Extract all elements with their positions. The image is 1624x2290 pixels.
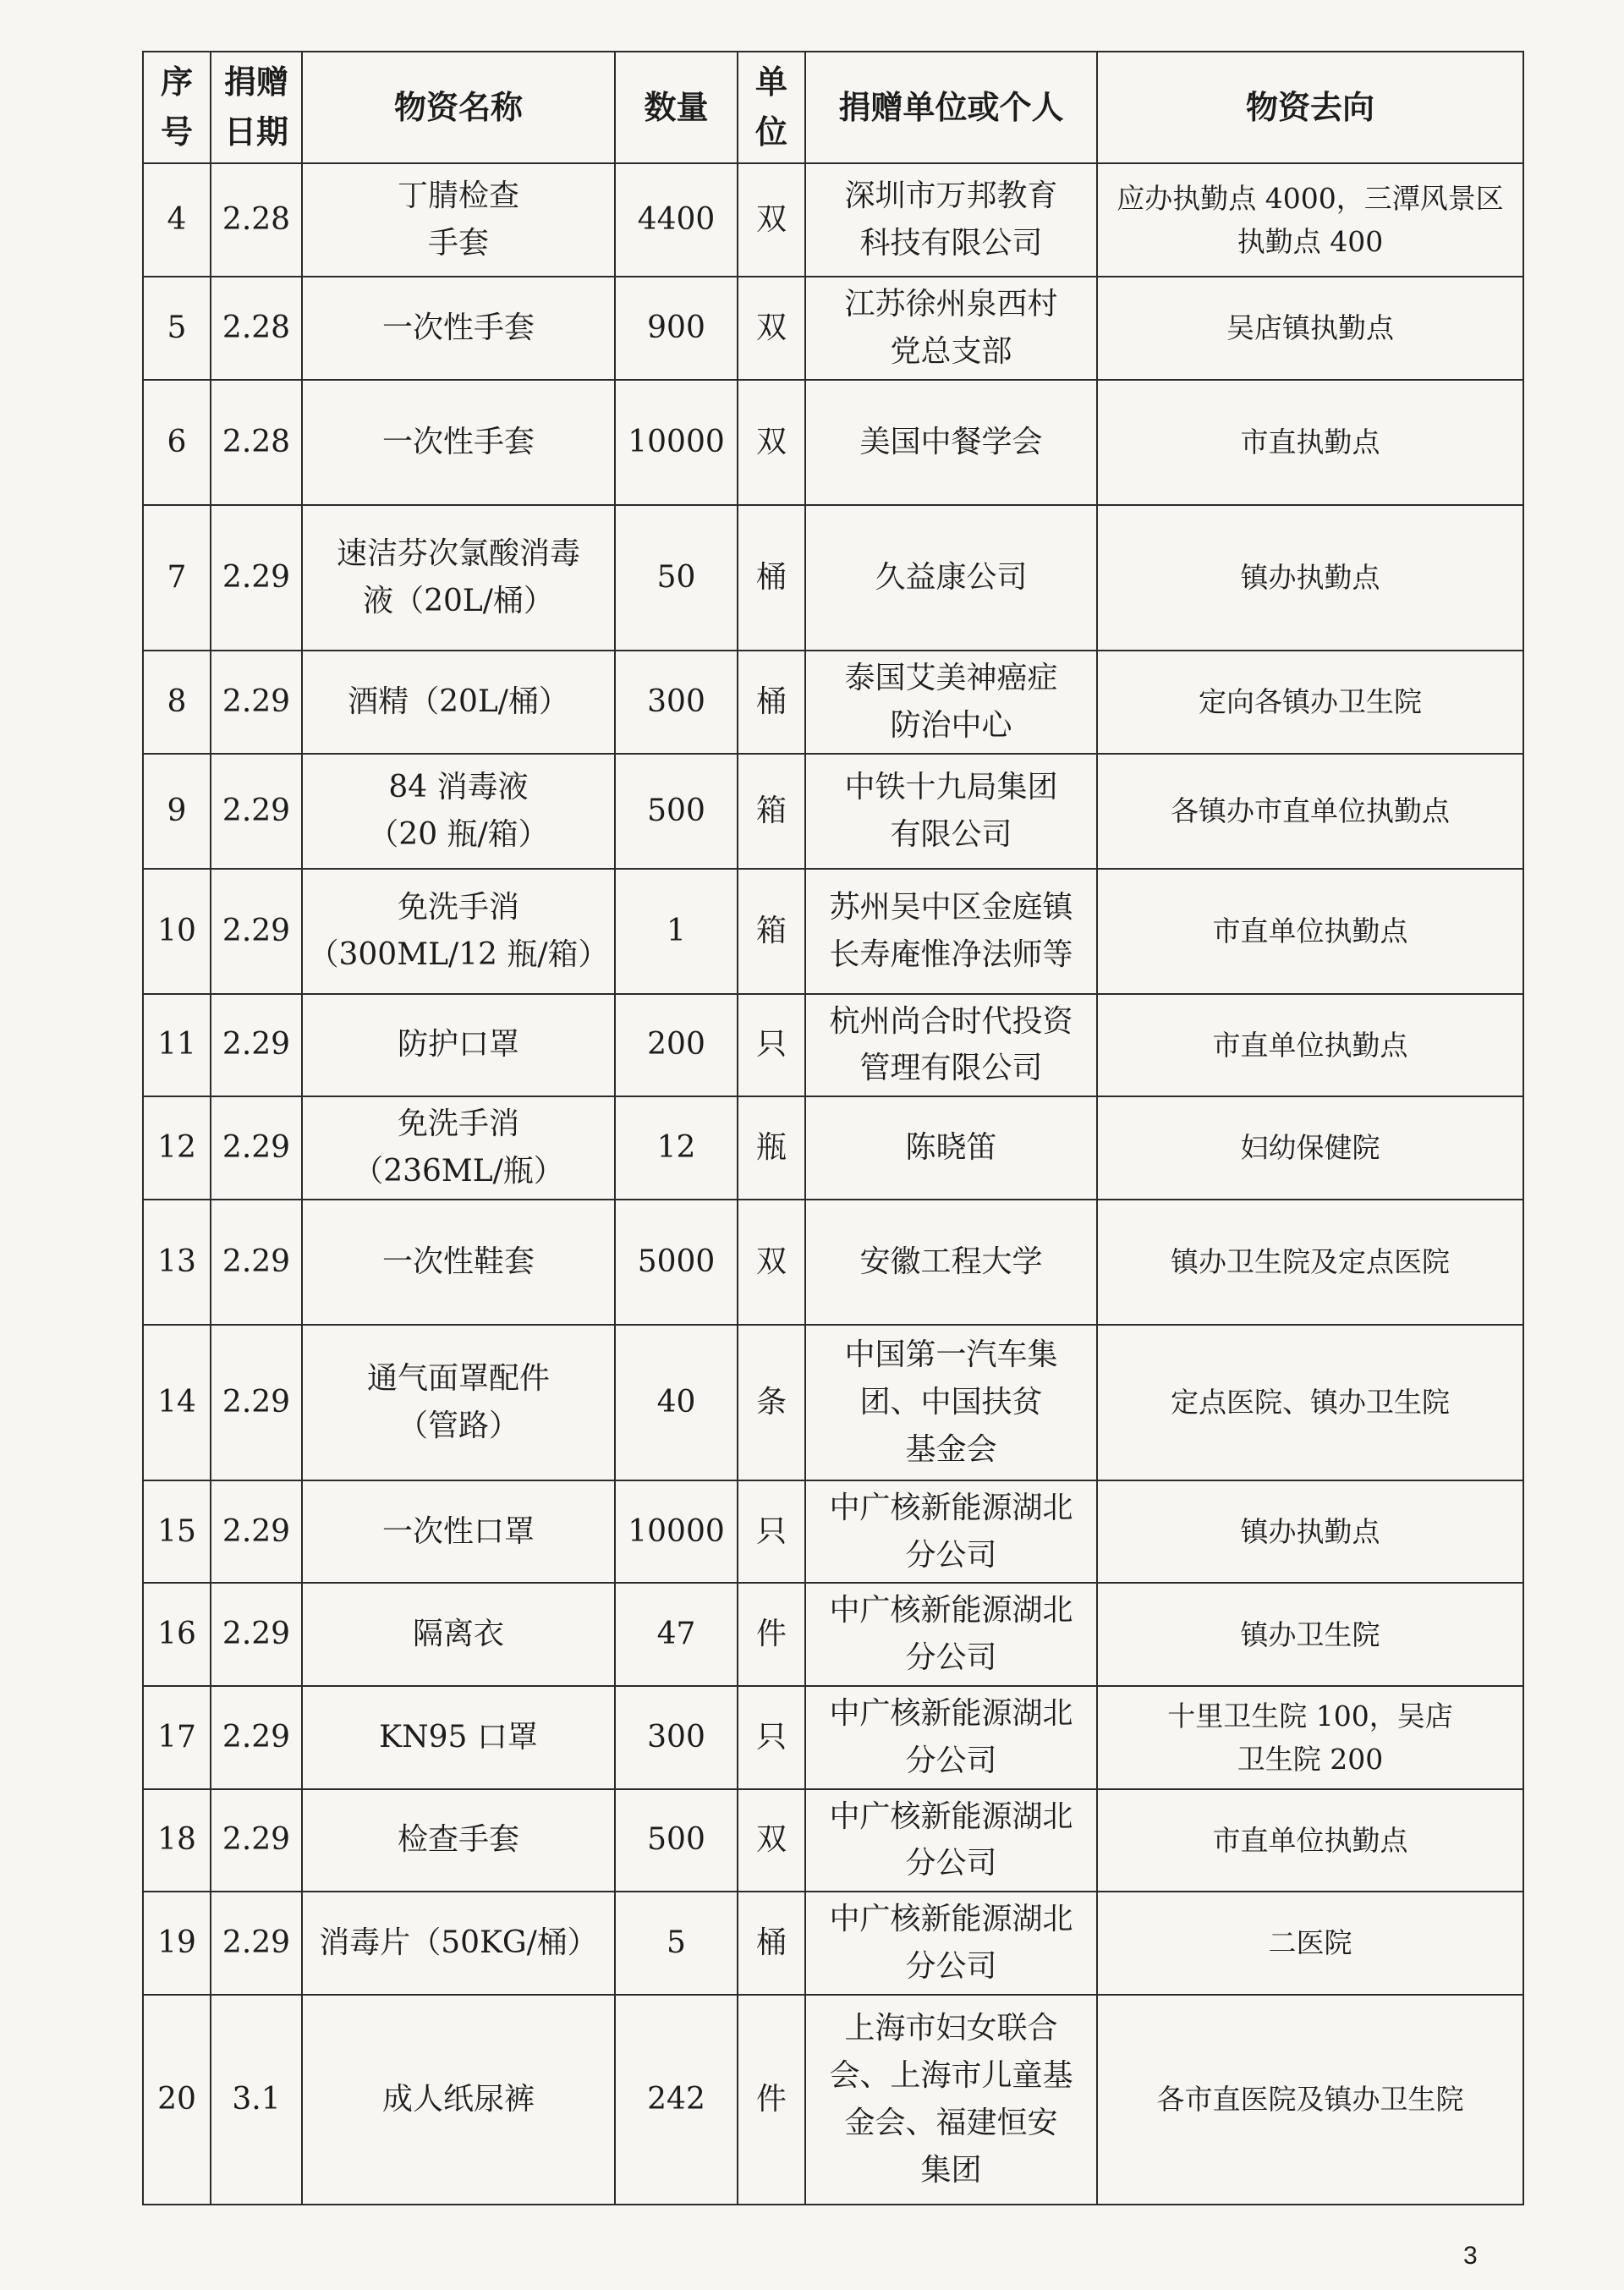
cell-item: 通气面罩配件 （管路） <box>302 1325 615 1480</box>
cell-donor: 中广核新能源湖北 分公司 <box>805 1686 1097 1789</box>
cell-item: 一次性鞋套 <box>302 1200 615 1325</box>
cell-no: 20 <box>143 1995 211 2205</box>
cell-unit: 件 <box>738 1583 805 1686</box>
cell-unit: 箱 <box>738 754 805 869</box>
cell-donor: 上海市妇女联合 会、上海市儿童基 金会、福建恒安 集团 <box>805 1995 1097 2205</box>
cell-date: 2.28 <box>211 277 302 380</box>
table-row <box>143 163 1523 277</box>
header-dest: 物资去向 <box>1097 52 1523 163</box>
cell-donor: 美国中餐学会 <box>805 380 1097 505</box>
table-row <box>143 1096 1523 1200</box>
header-qty: 数量 <box>615 52 738 163</box>
cell-date: 2.29 <box>211 1583 302 1686</box>
cell-unit: 只 <box>738 1480 805 1584</box>
cell-qty: 200 <box>615 994 738 1097</box>
table-row <box>143 277 1523 380</box>
cell-dest: 应办执勤点 4000，三潭风景区 执勤点 400 <box>1097 163 1523 277</box>
cell-no: 16 <box>143 1583 211 1686</box>
cell-no: 8 <box>143 651 211 754</box>
header-no: 序 号 <box>143 52 211 163</box>
cell-donor: 江苏徐州泉西村 党总支部 <box>805 277 1097 380</box>
cell-dest: 定点医院、镇办卫生院 <box>1097 1325 1523 1480</box>
cell-unit: 双 <box>738 163 805 277</box>
cell-qty: 5000 <box>615 1200 738 1325</box>
cell-unit: 瓶 <box>738 1096 805 1200</box>
cell-dest: 镇办执勤点 <box>1097 505 1523 651</box>
cell-unit: 双 <box>738 380 805 505</box>
cell-item: 84 消毒液 （20 瓶/箱） <box>302 754 615 869</box>
cell-item: 速洁芬次氯酸消毒 液（20L/桶） <box>302 505 615 651</box>
cell-dest: 市直单位执勤点 <box>1097 994 1523 1097</box>
cell-date: 2.29 <box>211 1200 302 1325</box>
cell-dest: 镇办执勤点 <box>1097 1480 1523 1584</box>
cell-unit: 条 <box>738 1325 805 1480</box>
cell-item: 检查手套 <box>302 1789 615 1892</box>
cell-no: 19 <box>143 1892 211 1995</box>
cell-item: 一次性口罩 <box>302 1480 615 1584</box>
cell-date: 2.29 <box>211 994 302 1097</box>
table-row <box>143 994 1523 1097</box>
cell-donor: 安徽工程大学 <box>805 1200 1097 1325</box>
table-row <box>143 1583 1523 1686</box>
cell-item: 防护口罩 <box>302 994 615 1097</box>
cell-qty: 242 <box>615 1995 738 2205</box>
cell-dest: 镇办卫生院及定点医院 <box>1097 1200 1523 1325</box>
cell-dest: 十里卫生院 100，吴店 卫生院 200 <box>1097 1686 1523 1789</box>
cell-qty: 5 <box>615 1892 738 1995</box>
cell-date: 2.29 <box>211 1480 302 1584</box>
cell-no: 6 <box>143 380 211 505</box>
cell-date: 2.29 <box>211 1325 302 1480</box>
header-donor: 捐赠单位或个人 <box>805 52 1097 163</box>
cell-no: 5 <box>143 277 211 380</box>
cell-no: 15 <box>143 1480 211 1584</box>
cell-dest: 市直执勤点 <box>1097 380 1523 505</box>
cell-item: 丁腈检查 手套 <box>302 163 615 277</box>
cell-unit: 双 <box>738 277 805 380</box>
table-row <box>143 1995 1523 2205</box>
cell-dest: 各镇办市直单位执勤点 <box>1097 754 1523 869</box>
cell-qty: 50 <box>615 505 738 651</box>
cell-no: 10 <box>143 869 211 994</box>
cell-donor: 中广核新能源湖北 分公司 <box>805 1480 1097 1584</box>
cell-donor: 中广核新能源湖北 分公司 <box>805 1789 1097 1892</box>
cell-no: 7 <box>143 505 211 651</box>
cell-item: 隔离衣 <box>302 1583 615 1686</box>
cell-date: 2.29 <box>211 1686 302 1789</box>
table-row <box>143 651 1523 754</box>
cell-dest: 定向各镇办卫生院 <box>1097 651 1523 754</box>
header-row <box>143 52 1523 163</box>
cell-qty: 40 <box>615 1325 738 1480</box>
cell-dest: 市直单位执勤点 <box>1097 869 1523 994</box>
cell-donor: 深圳市万邦教育 科技有限公司 <box>805 163 1097 277</box>
cell-no: 18 <box>143 1789 211 1892</box>
cell-dest: 市直单位执勤点 <box>1097 1789 1523 1892</box>
cell-dest: 各市直医院及镇办卫生院 <box>1097 1995 1523 2205</box>
cell-date: 2.29 <box>211 1096 302 1200</box>
cell-unit: 桶 <box>738 651 805 754</box>
cell-unit: 双 <box>738 1200 805 1325</box>
donation-table <box>142 51 1524 2205</box>
cell-donor: 中国第一汽车集 团、中国扶贫 基金会 <box>805 1325 1097 1480</box>
cell-item: 免洗手消 （300ML/12 瓶/箱） <box>302 869 615 994</box>
cell-unit: 箱 <box>738 869 805 994</box>
cell-date: 2.29 <box>211 505 302 651</box>
cell-item: KN95 口罩 <box>302 1686 615 1789</box>
cell-unit: 只 <box>738 1686 805 1789</box>
table-row <box>143 1480 1523 1584</box>
cell-donor: 中广核新能源湖北 分公司 <box>805 1583 1097 1686</box>
cell-donor: 中铁十九局集团 有限公司 <box>805 754 1097 869</box>
cell-date: 2.28 <box>211 163 302 277</box>
cell-donor: 泰国艾美神癌症 防治中心 <box>805 651 1097 754</box>
cell-date: 2.29 <box>211 754 302 869</box>
cell-no: 12 <box>143 1096 211 1200</box>
cell-donor: 中广核新能源湖北 分公司 <box>805 1892 1097 1995</box>
cell-dest: 吴店镇执勤点 <box>1097 277 1523 380</box>
cell-date: 2.29 <box>211 651 302 754</box>
page-number: 3 <box>1463 2242 1478 2270</box>
cell-no: 9 <box>143 754 211 869</box>
cell-donor: 杭州尚合时代投资 管理有限公司 <box>805 994 1097 1097</box>
cell-no: 13 <box>143 1200 211 1325</box>
cell-no: 11 <box>143 994 211 1097</box>
cell-donor: 久益康公司 <box>805 505 1097 651</box>
cell-qty: 300 <box>615 1686 738 1789</box>
cell-qty: 1 <box>615 869 738 994</box>
cell-qty: 300 <box>615 651 738 754</box>
table-row <box>143 754 1523 869</box>
cell-qty: 10000 <box>615 380 738 505</box>
cell-dest: 妇幼保健院 <box>1097 1096 1523 1200</box>
cell-unit: 桶 <box>738 505 805 651</box>
cell-no: 17 <box>143 1686 211 1789</box>
cell-item: 成人纸尿裤 <box>302 1995 615 2205</box>
cell-item: 一次性手套 <box>302 380 615 505</box>
cell-no: 14 <box>143 1325 211 1480</box>
cell-date: 2.29 <box>211 1789 302 1892</box>
cell-qty: 500 <box>615 754 738 869</box>
cell-date: 3.1 <box>211 1995 302 2205</box>
cell-item: 免洗手消 （236ML/瓶） <box>302 1096 615 1200</box>
cell-qty: 4400 <box>615 163 738 277</box>
cell-date: 2.29 <box>211 1892 302 1995</box>
table-row <box>143 380 1523 505</box>
cell-unit: 双 <box>738 1789 805 1892</box>
table-row <box>143 505 1523 651</box>
cell-dest: 镇办卫生院 <box>1097 1583 1523 1686</box>
header-date: 捐赠 日期 <box>211 52 302 163</box>
cell-qty: 12 <box>615 1096 738 1200</box>
cell-dest: 二医院 <box>1097 1892 1523 1995</box>
cell-unit: 只 <box>738 994 805 1097</box>
cell-unit: 桶 <box>738 1892 805 1995</box>
cell-qty: 47 <box>615 1583 738 1686</box>
header-item: 物资名称 <box>302 52 615 163</box>
header-unit: 单 位 <box>738 52 805 163</box>
cell-unit: 件 <box>738 1995 805 2205</box>
cell-qty: 500 <box>615 1789 738 1892</box>
cell-date: 2.28 <box>211 380 302 505</box>
cell-item: 酒精（20L/桶） <box>302 651 615 754</box>
table-row <box>143 869 1523 994</box>
table-body <box>143 163 1523 2205</box>
cell-qty: 900 <box>615 277 738 380</box>
cell-donor: 苏州吴中区金庭镇 长寿庵惟净法师等 <box>805 869 1097 994</box>
table-row <box>143 1325 1523 1480</box>
table-row <box>143 1686 1523 1789</box>
table-row <box>143 1200 1523 1325</box>
table-row <box>143 1892 1523 1995</box>
cell-no: 4 <box>143 163 211 277</box>
cell-item: 消毒片（50KG/桶） <box>302 1892 615 1995</box>
cell-donor: 陈晓笛 <box>805 1096 1097 1200</box>
cell-qty: 10000 <box>615 1480 738 1584</box>
table-row <box>143 1789 1523 1892</box>
cell-item: 一次性手套 <box>302 277 615 380</box>
cell-date: 2.29 <box>211 869 302 994</box>
